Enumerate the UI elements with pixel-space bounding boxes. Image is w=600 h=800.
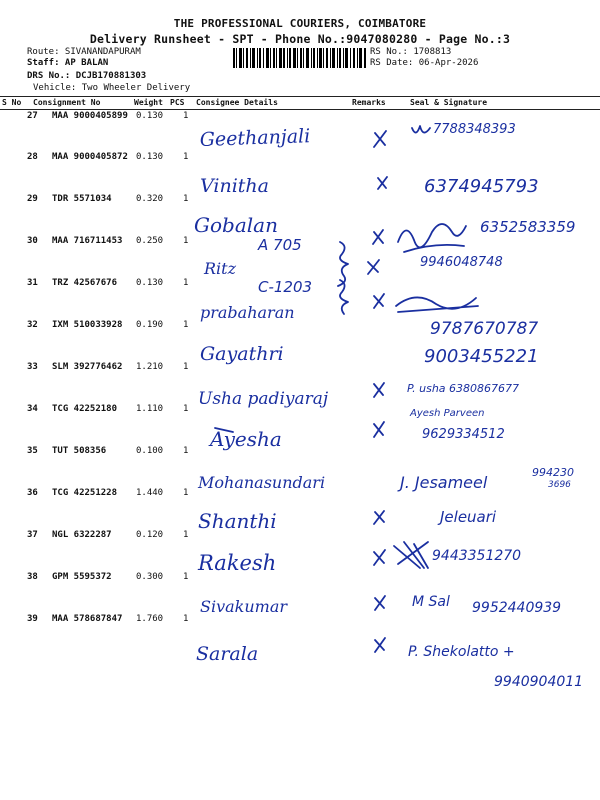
consignee-signature: Gobalan — [194, 213, 278, 237]
seal-text: 6374945793 — [424, 176, 539, 197]
consignee-signature: Usha padiyaraj — [198, 389, 329, 409]
table-row — [0, 278, 600, 318]
row-weight: 0.120 — [136, 530, 164, 540]
row-consignment: MAA 9000405872 — [52, 152, 128, 162]
row-sno: 38 — [27, 572, 38, 582]
table-row — [0, 572, 600, 612]
table-header — [0, 96, 600, 110]
table-row — [0, 362, 600, 402]
seal-text: 994230 — [532, 466, 574, 479]
seal-text: 9952440939 — [472, 600, 562, 616]
rs-number: RS No.: 1708813 — [370, 47, 452, 57]
route-label: Route: SIVANANDAPURAM — [27, 47, 141, 57]
row-sno: 27 — [27, 111, 38, 121]
row-weight: 0.300 — [136, 572, 164, 582]
runsheet-subtitle: Delivery Runsheet - SPT - Phone No.:9047080280 - Page No.:3 — [89, 32, 511, 46]
row-sno: 34 — [27, 404, 38, 414]
consignee-signature: Sarala — [196, 643, 259, 665]
row-weight: 0.320 — [136, 194, 164, 204]
consignee-signature: Sivakumar — [200, 597, 288, 616]
consignee-signature: Shanthi — [198, 509, 277, 533]
row-consignment: MAA 9000405899 — [52, 111, 128, 121]
table-row — [0, 320, 600, 360]
row-weight: 1.760 — [136, 614, 164, 624]
row-sno: 39 — [27, 614, 38, 624]
row-sno: 28 — [27, 152, 38, 162]
table-row — [0, 614, 600, 654]
row-pcs: 1 — [183, 488, 189, 498]
table-row — [0, 446, 600, 486]
row-weight: 1.110 — [136, 404, 164, 414]
row-weight: 0.130 — [136, 152, 164, 162]
seal-text: P. usha 6380867677 — [407, 382, 520, 395]
row-sno: 33 — [27, 362, 38, 372]
row-pcs: 1 — [183, 320, 189, 330]
table-row — [0, 111, 600, 151]
address-note: C-1203 — [258, 278, 313, 296]
seal-text: Ayesh Parveen — [410, 408, 485, 419]
row-weight: 1.440 — [136, 488, 164, 498]
row-weight: 0.250 — [136, 236, 164, 246]
row-sno: 31 — [27, 278, 38, 288]
drs-number: DRS No.: DCJB170881303 — [27, 71, 147, 81]
row-weight: 1.210 — [136, 362, 164, 372]
row-pcs: 1 — [183, 572, 189, 582]
row-sno: 30 — [27, 236, 38, 246]
seal-text: 9003455221 — [424, 346, 539, 367]
table-row — [0, 404, 600, 444]
seal-text: P. Shekolatto + — [408, 644, 515, 660]
row-sno: 35 — [27, 446, 38, 456]
row-consignment: MAA 716711453 — [52, 236, 123, 246]
seal-text: M Sal — [412, 594, 450, 610]
rs-date: RS Date: 06-Apr-2026 — [370, 58, 479, 68]
row-pcs: 1 — [183, 446, 189, 456]
row-consignment: TDR 5571034 — [52, 194, 112, 204]
row-pcs: 1 — [183, 530, 189, 540]
consignee-signature: Ayesha — [210, 427, 282, 451]
seal-text: Jeleuari — [440, 508, 497, 526]
consignee-signature: Geethanjali — [199, 125, 311, 151]
row-sno: 29 — [27, 194, 38, 204]
row-consignment: TRZ 42567676 — [52, 278, 118, 288]
row-pcs: 1 — [183, 152, 189, 162]
row-consignment: MAA 578687847 — [52, 614, 123, 624]
staff-label: Staff: AP BALAN — [27, 58, 109, 68]
seal-text: 9940904011 — [494, 674, 584, 690]
col-consignee: Consignee Details — [196, 98, 278, 107]
table-row — [0, 488, 600, 528]
row-pcs: 1 — [183, 614, 189, 624]
seal-text: 7788348393 — [433, 122, 516, 137]
seal-text: 9946048748 — [420, 255, 503, 270]
table-row — [0, 194, 600, 234]
row-weight: 0.130 — [136, 278, 164, 288]
col-remarks: Remarks — [352, 98, 386, 107]
seal-text: 9443351270 — [432, 548, 522, 564]
address-note: A 705 — [258, 236, 302, 254]
row-sno: 37 — [27, 530, 38, 540]
row-consignment: NGL 6322287 — [52, 530, 112, 540]
row-weight: 0.190 — [136, 320, 164, 330]
seal-text: 3696 — [548, 480, 571, 490]
row-consignment: TCG 42252180 — [52, 404, 118, 414]
row-sno: 36 — [27, 488, 38, 498]
row-pcs: 1 — [183, 362, 189, 372]
row-pcs: 1 — [183, 278, 189, 288]
barcode-image — [233, 48, 366, 68]
seal-text: J. Jesameel — [400, 473, 488, 492]
col-weight: Weight — [134, 98, 163, 107]
col-consignment: Consignment No — [33, 98, 101, 107]
table-row — [0, 530, 600, 570]
consignee-signature: prabaharan — [200, 303, 295, 322]
row-pcs: 1 — [183, 236, 189, 246]
col-seal: Seal & Signature — [410, 98, 488, 107]
row-pcs: 1 — [183, 404, 189, 414]
col-sno: S No — [2, 98, 22, 107]
table-row — [0, 152, 600, 192]
consignee-signature: Rakesh — [198, 551, 277, 575]
row-weight: 0.130 — [136, 111, 164, 121]
company-title: THE PROFESSIONAL COURIERS, COIMBATORE — [173, 17, 427, 30]
col-pcs: PCS — [170, 98, 185, 107]
row-sno: 32 — [27, 320, 38, 330]
row-consignment: TUT 508356 — [52, 446, 107, 456]
consignee-signature: Mohanasundari — [198, 473, 326, 492]
seal-text: 6352583359 — [480, 218, 576, 236]
table-row — [0, 236, 600, 276]
row-pcs: 1 — [183, 194, 189, 204]
row-consignment: IXM 510033928 — [52, 320, 123, 330]
row-pcs: 1 — [183, 111, 189, 121]
consignee-signature: Ritz — [204, 259, 237, 278]
seal-text: 9629334512 — [422, 427, 505, 442]
row-consignment: TCG 42251228 — [52, 488, 118, 498]
row-weight: 0.100 — [136, 446, 164, 456]
row-consignment: SLM 392776462 — [52, 362, 123, 372]
seal-text: 9787670787 — [430, 319, 539, 339]
row-consignment: GPM 5595372 — [52, 572, 112, 582]
consignee-signature: Vinitha — [200, 175, 269, 197]
consignee-signature: Gayathri — [200, 343, 284, 365]
vehicle-label: Vehicle: Two Wheeler Delivery — [33, 83, 191, 93]
